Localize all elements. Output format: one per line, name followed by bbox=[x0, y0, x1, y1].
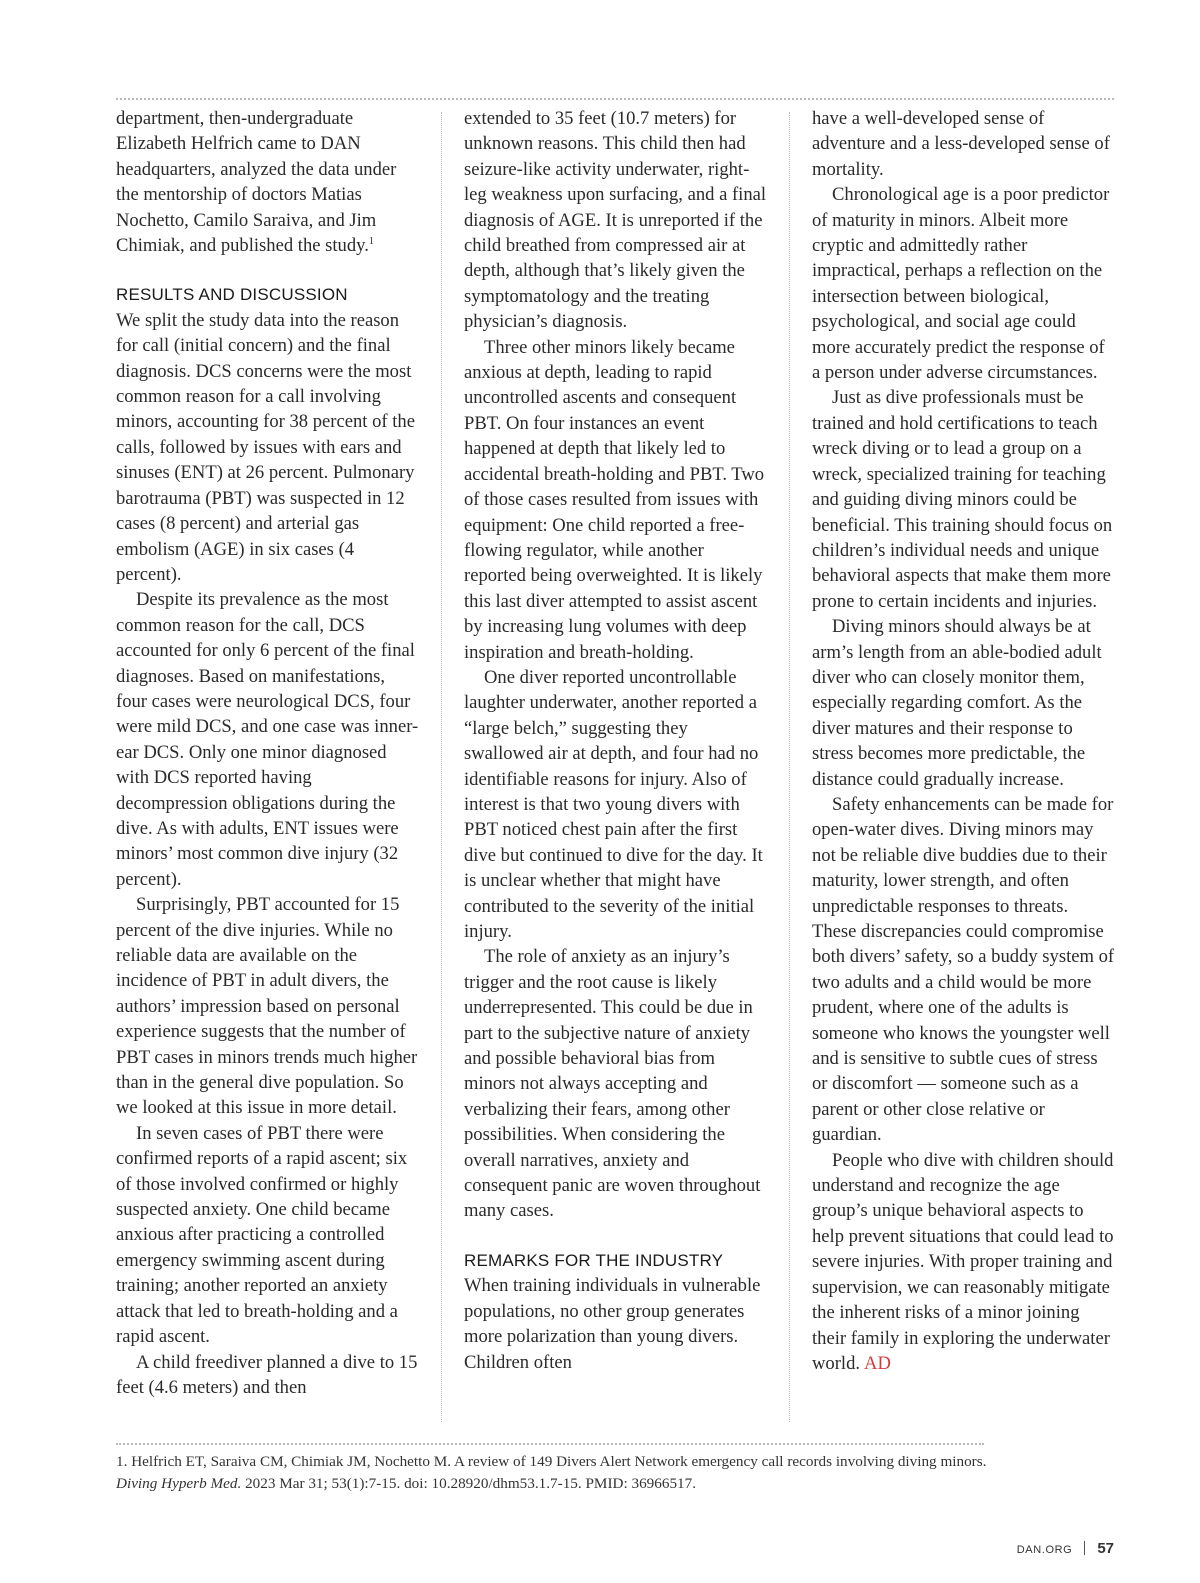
paragraph: Surprisingly, PBT accounted for 15 percent of the dive injuries. While no reliable data are available on the incidence of PBT in adult divers, the authors’ impression based on personal experience suggests that the number of PBT cases in minors trends much higher than in the general dive population. So we looked at this issue in more detail. bbox=[116, 894, 418, 1119]
paragraph: A child freediver planned a dive to 15 feet (4.6 meters) and then bbox=[116, 1351, 418, 1398]
paragraph: When training individuals in vulnerable populations, no other group generates more polarization than young divers. Children often bbox=[464, 1275, 761, 1373]
paragraph: Three other minors likely became anxious at depth, leading to rapid uncontrolled ascents and consequent PBT. On four instances an event happened at depth that likely led to accidental breath-holding and PBT. Two of those cases resulted from issues with equipment: One child reported a free-flowing regulator, while another reported being overweighted. It is likely this last diver attempted to assist ascent by increasing lung volumes with deep inspiration and breath-holding. bbox=[464, 336, 765, 663]
paragraph: The role of anxiety as an injury’s trigger and the root cause is likely underrepresented. This could be due in part to the subjective nature of anxiety and possible behavioral bias from minors not always accepting and verbalizing their fears, among other possibilities. When considering the overall narratives, anxiety and consequent panic are woven throughout many cases. bbox=[464, 946, 761, 1222]
footnote bbox=[116, 1451, 1016, 1494]
paragraph-continued: have a well-developed sense of adventure and a less-developed sense of mortality. bbox=[812, 108, 1110, 180]
paragraph: Safety enhancements can be made for open-water dives. Diving minors may not be reliable dive buddies due to their maturity, lower strength, and often unpredictable responses to threats. These discrepancies could compromise both divers’ safety, so a buddy system of two adults and a child would be more prudent, where one of the adults is someone who knows the youngster well and is sensitive to subtle cues of stress or discomfort — someone such as a parent or other close relative or guardian. bbox=[812, 793, 1115, 1146]
footnote-citation: 2023 Mar 31; 53(1):7-15. doi: 10.28920/dhm53.1.7-15. PMID: 36966517. bbox=[241, 1474, 697, 1492]
paragraph: One diver reported uncontrollable laughter underwater, another reported a “large belch,” suggesting they swallowed air at depth, and four had no identifiable reasons for injury. Also of interest is that two young divers with PBT noticed chest pain after the first dive but continued to dive for the day. It is unclear whether that might have contributed to the severity of the initial injury. bbox=[464, 666, 763, 942]
paragraph: We split the study data into the reason for call (initial concern) and the final diagnosis. DCS concerns were the most common reason for a call involving minors, accounting for 38 percent of the calls, followed by issues with ears and sinuses (ENT) at 26 percent. Pulmonary barotrauma (PBT) was suspected in 12 cases (8 percent) and arterial gas embolism (AGE) in six cases (4 percent). bbox=[116, 309, 415, 585]
paragraph: Chronological age is a poor predictor of maturity in minors. Albeit more cryptic and admittedly rather impractical, perhaps a reflection on the intersection between biological, psychological, and social age could more accurately predict the response of a person under adverse circumstances. bbox=[812, 184, 1110, 384]
paragraph: Just as dive professionals must be trained and hold certifications to teach wreck diving or to lead a group on a wreck, specialized training for teaching and guiding diving minors could be beneficial. This training should focus on children’s individual needs and unique behavioral aspects that make them more prone to certain incidents and injuries. bbox=[812, 387, 1113, 612]
footnote-marker[interactable]: 1 bbox=[368, 235, 374, 247]
paragraph-continued: extended to 35 feet (10.7 meters) for unknown reasons. This child then had seizure-like activity underwater, right-leg weakness upon surfacing, and a final diagnosis of AGE. It is unreported if the child breathed from compressed air at depth, although that’s likely given the symptomatology and the treating physician’s diagnosis. bbox=[464, 108, 767, 333]
page-footer bbox=[1017, 1540, 1114, 1558]
paragraph: Despite its prevalence as the most common reason for the call, DCS accounted for only 6 percent of the final diagnoses. Based on manifestations, four cases were neurological DCS, four were mild DCS, and one case was inner-ear DCS. Only one minor diagnosed with DCS reported having decompression obligations during the dive. As with adults, ENT issues were minors’ most common dive injury (32 percent). bbox=[116, 589, 419, 890]
page-number: 57 bbox=[1097, 1540, 1114, 1557]
column-3 bbox=[812, 106, 1116, 1376]
site-url[interactable]: DAN.ORG bbox=[1016, 1544, 1073, 1556]
paragraph: Diving minors should always be at arm’s length from an able-bodied adult diver who can closely monitor them, especially regarding comfort. As the diver matures and their response to stress becomes more predictable, the distance could gradually increase. bbox=[812, 616, 1102, 790]
paragraph-text: department, then-undergraduate Elizabeth Helfrich came to DAN headquarters, analyzed the data under the mentorship of doctors Matias Nochetto, Camilo Saraiva, and Jim Chimiak, and published the study. bbox=[116, 108, 397, 257]
section-heading-results: RESULTS AND DISCUSSION bbox=[116, 285, 348, 305]
column-2 bbox=[464, 106, 768, 1375]
paragraph-final bbox=[812, 1148, 1116, 1377]
section-heading-remarks: REMARKS FOR THE INDUSTRY bbox=[464, 1250, 724, 1270]
top-divider bbox=[116, 98, 1114, 100]
footnote-text: 1. Helfrich ET, Saraiva CM, Chimiak JM, Nochetto M. A review of 149 Divers Alert Network emergency call records involving diving minors. bbox=[116, 1453, 987, 1470]
column-divider-2 bbox=[789, 112, 790, 1422]
footnote-divider bbox=[116, 1443, 984, 1445]
footnote-journal: Diving Hyperb Med. bbox=[116, 1474, 242, 1492]
paragraph-text: People who dive with children should understand and recognize the age group’s unique behavioral aspects to help prevent situations that could lead to severe injuries. With proper training and supervision, we can reasonably mitigate the inherent risks of a minor joining their family in exploring the underwater world. bbox=[812, 1149, 1114, 1374]
column-divider-1 bbox=[441, 112, 442, 1422]
paragraph-continued bbox=[116, 106, 420, 258]
column-1 bbox=[116, 106, 420, 1400]
paragraph: In seven cases of PBT there were confirmed reports of a rapid ascent; six of those involved confirmed or highly suspected anxiety. One child became anxious after practicing a controlled emergency swimming ascent during training; another reported an anxiety attack that led to breath-holding and a rapid ascent. bbox=[116, 1122, 408, 1348]
footer-separator bbox=[1084, 1541, 1085, 1555]
end-mark: AD bbox=[864, 1352, 891, 1374]
